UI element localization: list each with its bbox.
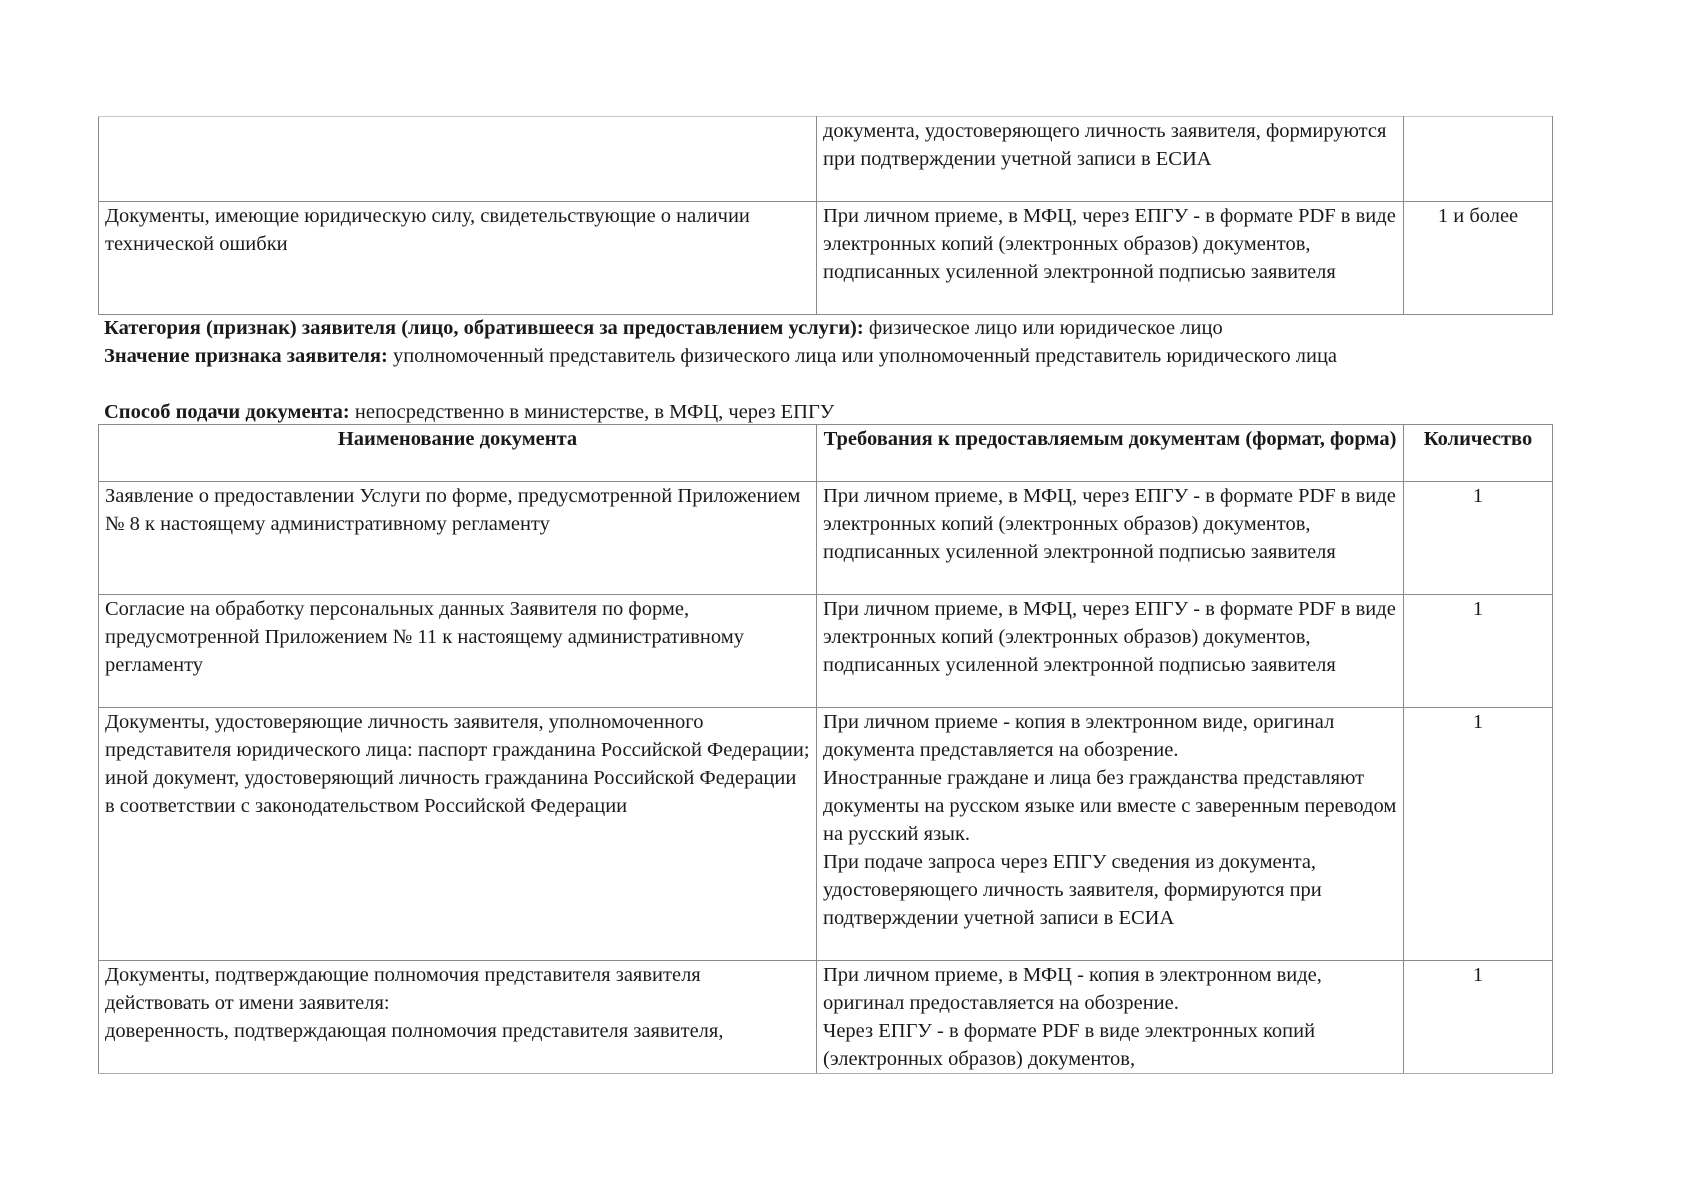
quantity-cell: 1 bbox=[1404, 595, 1553, 708]
continued-documents-table bbox=[98, 116, 1553, 315]
requirements-text: При подаче запроса через ЕПГУ сведения из документа, удостоверяющего личность заявителя, формируются при подтверждении учетной записи в ЕСИА bbox=[823, 851, 1322, 929]
document-name-text: Согласие на обработку персональных данных Заявителя по форме, предусмотренной Приложением № 11 к настоящему административному регламенту bbox=[105, 598, 744, 676]
table-row bbox=[99, 595, 1553, 708]
requirements-text: При личном приеме - копия в электронном виде, оригинал документа представляется на обозрение. bbox=[823, 711, 1335, 761]
submission-method-value: непосредственно в министерстве, в МФЦ, через ЕПГУ bbox=[349, 401, 835, 423]
table-row bbox=[99, 117, 1553, 202]
table-row bbox=[99, 708, 1553, 961]
quantity-cell: 1 bbox=[1404, 482, 1553, 595]
document-name-text: доверенность, подтверждающая полномочия представителя заявителя, bbox=[105, 1020, 724, 1042]
quantity-cell bbox=[1404, 117, 1553, 202]
requirements-text: При личном приеме, в МФЦ - копия в электронном виде, оригинал предоставляется на обозрение. bbox=[823, 964, 1322, 1014]
header-quantity: Количество bbox=[1404, 425, 1553, 482]
requirements-cell bbox=[817, 708, 1404, 961]
document-name-cell bbox=[99, 482, 817, 595]
document-name-cell bbox=[99, 595, 817, 708]
header-requirements: Требования к предоставляемым документам (формат, форма) bbox=[817, 425, 1404, 482]
requirements-cell: документа, удостоверяющего личность заявителя, формируются при подтверждении учетной записи в ЕСИА bbox=[817, 117, 1404, 202]
document-name-cell bbox=[99, 117, 817, 202]
table-header-row bbox=[99, 425, 1553, 482]
document-name-text: Заявление о предоставлении Услуги по форме, предусмотренной Приложением № 8 к настоящему административному регламенту bbox=[105, 485, 801, 535]
document-name-text: иной документ, удостоверяющий личность гражданина Российской Федерации в соответствии с законодательством Российской Федерации bbox=[105, 767, 797, 817]
applicant-category-line bbox=[104, 314, 1544, 342]
submission-method-line bbox=[104, 398, 1544, 426]
requirements-cell bbox=[817, 961, 1404, 1074]
table-row bbox=[99, 202, 1553, 315]
table-row bbox=[99, 482, 1553, 595]
requirements-text: Через ЕПГУ - в формате PDF в виде электронных копий (электронных образов) документов, bbox=[823, 1020, 1316, 1070]
table-row bbox=[99, 961, 1553, 1074]
applicant-category-value: физическое лицо или юридическое лицо bbox=[863, 317, 1223, 339]
required-documents-table bbox=[98, 424, 1553, 1074]
requirements-text: При личном приеме, в МФЦ, через ЕПГУ - в формате PDF в виде электронных копий (электронных образов) документов, подписанных усиленной электронной подписью заявителя bbox=[823, 598, 1396, 676]
quantity-cell: 1 bbox=[1404, 708, 1553, 961]
quantity-cell: 1 bbox=[1404, 961, 1553, 1074]
requirements-cell: При личном приеме, в МФЦ, через ЕПГУ - в формате PDF в виде электронных копий (электронных образов) документов, подписанных усиленной электронной подписью заявителя bbox=[817, 202, 1404, 315]
quantity-cell: 1 и более bbox=[1404, 202, 1553, 315]
requirements-cell bbox=[817, 482, 1404, 595]
submission-method-label: Способ подачи документа: bbox=[104, 401, 350, 423]
requirements-text: При личном приеме, в МФЦ, через ЕПГУ - в формате PDF в виде электронных копий (электронных образов) документов, подписанных усиленной электронной подписью заявителя bbox=[823, 485, 1396, 563]
applicant-attribute-line bbox=[104, 342, 1544, 370]
applicant-attribute-label: Значение признака заявителя: bbox=[104, 345, 388, 367]
requirements-cell bbox=[817, 595, 1404, 708]
document-name-cell bbox=[99, 961, 817, 1074]
header-document-name: Наименование документа bbox=[99, 425, 817, 482]
applicant-attribute-value: уполномоченный представитель физического лица или уполномоченный представитель юридического лица bbox=[387, 345, 1338, 367]
document-name-text: Документы, подтверждающие полномочия представителя заявителя действовать от имени заявителя: bbox=[105, 964, 701, 1014]
document-name-cell: Документы, имеющие юридическую силу, свидетельствующие о наличии технической ошибки bbox=[99, 202, 817, 315]
document-name-cell bbox=[99, 708, 817, 961]
requirements-text: Иностранные граждане и лица без гражданства представляют документы на русском языке или вместе с заверенным переводом на русский язык. bbox=[823, 767, 1397, 845]
document-name-text: Документы, удостоверяющие личность заявителя, уполномоченного представителя юридического лица: паспорт гражданина Российской Федерации; bbox=[105, 711, 810, 761]
applicant-category-label: Категория (признак) заявителя (лицо, обратившееся за предоставлением услуги): bbox=[104, 317, 864, 339]
